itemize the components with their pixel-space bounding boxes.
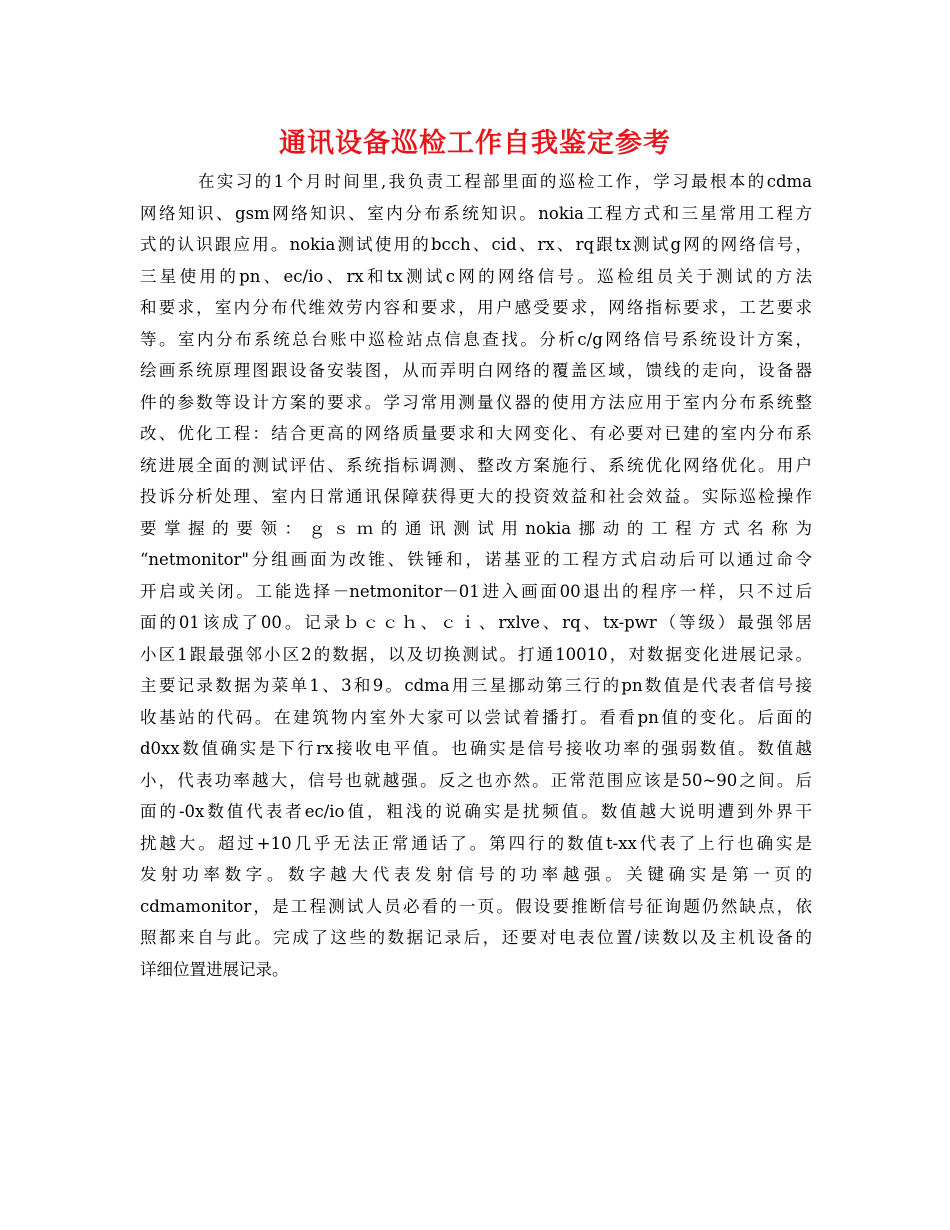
body-line: 照都来自与此。完成了这些的数据记录后，还要对电表位置/读数以及主机设备的 bbox=[140, 928, 812, 947]
body-line: 投诉分析处理、室内日常通讯保障获得更大的投资效益和社会效益。实际巡检操作 bbox=[140, 487, 812, 506]
body-line: 等。室内分布系统总台账中巡检站点信息查找。分析c/g网络信号系统设计方案， bbox=[140, 329, 812, 349]
body-line: 件的参数等设计方案的要求。学习常用测量仪器的使用方法应用于室内分布系统整 bbox=[140, 392, 812, 412]
body-line: 三星使用的pn、ec/io、rx和tx测试c网的网络信号。巡检组员关于测试的方法 bbox=[140, 266, 812, 286]
body-line: 小，代表功率越大，信号也就越强。反之也亦然。正常范围应该是50~90之间。后 bbox=[140, 770, 812, 790]
body-line: 小区1跟最强邻小区2的数据，以及切换测试。打通10010，对数据变化进展记录。 bbox=[140, 644, 812, 664]
body-line: 面的01该成了00。记录ｂｃｃｈ、ｃｉ、rxlve、rq、tx-pwr（等级）最强邻居 bbox=[140, 613, 812, 632]
body-line: 在实习的1个月时间里,我负责工程部里面的巡检工作，学习最根本的cdma bbox=[198, 172, 812, 191]
body-line: 面的-0x数值代表者ec/io值，粗浅的说确实是扰频值。数值越大说明遭到外界干 bbox=[140, 802, 812, 821]
body-line: d0xx数值确实是下行rx接收电平值。也确实是信号接收功率的强弱数值。数值越 bbox=[140, 739, 812, 758]
body-line: 扰越大。超过+10几乎无法正常通话了。第四行的数值t-xx代表了上行也确实是 bbox=[140, 833, 812, 853]
body-line: 主要记录数据为菜单1、3和9。cdma用三星挪动第三行的pn数值是代表者信号接 bbox=[140, 676, 812, 695]
body-line: “netmonitor"分组画面为改锥、铁锤和，诺基亚的工程方式启动后可以通过命令 bbox=[140, 550, 812, 569]
body-line: 网络知识、gsm网络知识、室内分布系统知识。nokia工程方式和三星常用工程方 bbox=[140, 203, 812, 223]
body-line: 式的认识跟应用。nokia测试使用的bcch、cid、rx、rq跟tx测试g网的网络信号， bbox=[140, 235, 812, 254]
body-line: 详细位置进展记录。 bbox=[140, 959, 289, 979]
body-line: 收基站的代码。在建筑物内室外大家可以尝试着播打。看看pn值的变化。后面的 bbox=[140, 707, 812, 727]
body-line: 和要求，室内分布代维效劳内容和要求，用户感受要求，网络指标要求，工艺要求 bbox=[140, 298, 812, 317]
document-title: 通讯设备巡检工作自我鉴定参考 bbox=[279, 128, 671, 159]
body-line: cdmamonitor，是工程测试人员必看的一页。假设要推断信号征询题仍然缺点，依 bbox=[140, 896, 812, 916]
body-line: 统进展全面的测试评估、系统指标调测、整改方案施行、系统优化网络优化。用户 bbox=[140, 455, 812, 475]
body-line: 要掌握的要领：ｇｓｍ的通讯测试用nokia挪动的工程方式名称为 bbox=[140, 518, 812, 538]
document-body bbox=[140, 166, 812, 985]
body-line: 开启或关闭。工能选择－netmonitor－01进入画面00退出的程序一样，只不过后 bbox=[140, 581, 812, 601]
body-line: 绘画系统原理图跟设备安装图，从而弄明白网络的覆盖区域，馈线的走向，设备器 bbox=[140, 361, 812, 380]
body-line: 发射功率数字。数字越大代表发射信号的功率越强。关键确实是第一页的 bbox=[140, 865, 812, 884]
body-line: 改、优化工程：结合更高的网络质量要求和大网变化、有必要对已建的室内分布系 bbox=[140, 424, 812, 443]
